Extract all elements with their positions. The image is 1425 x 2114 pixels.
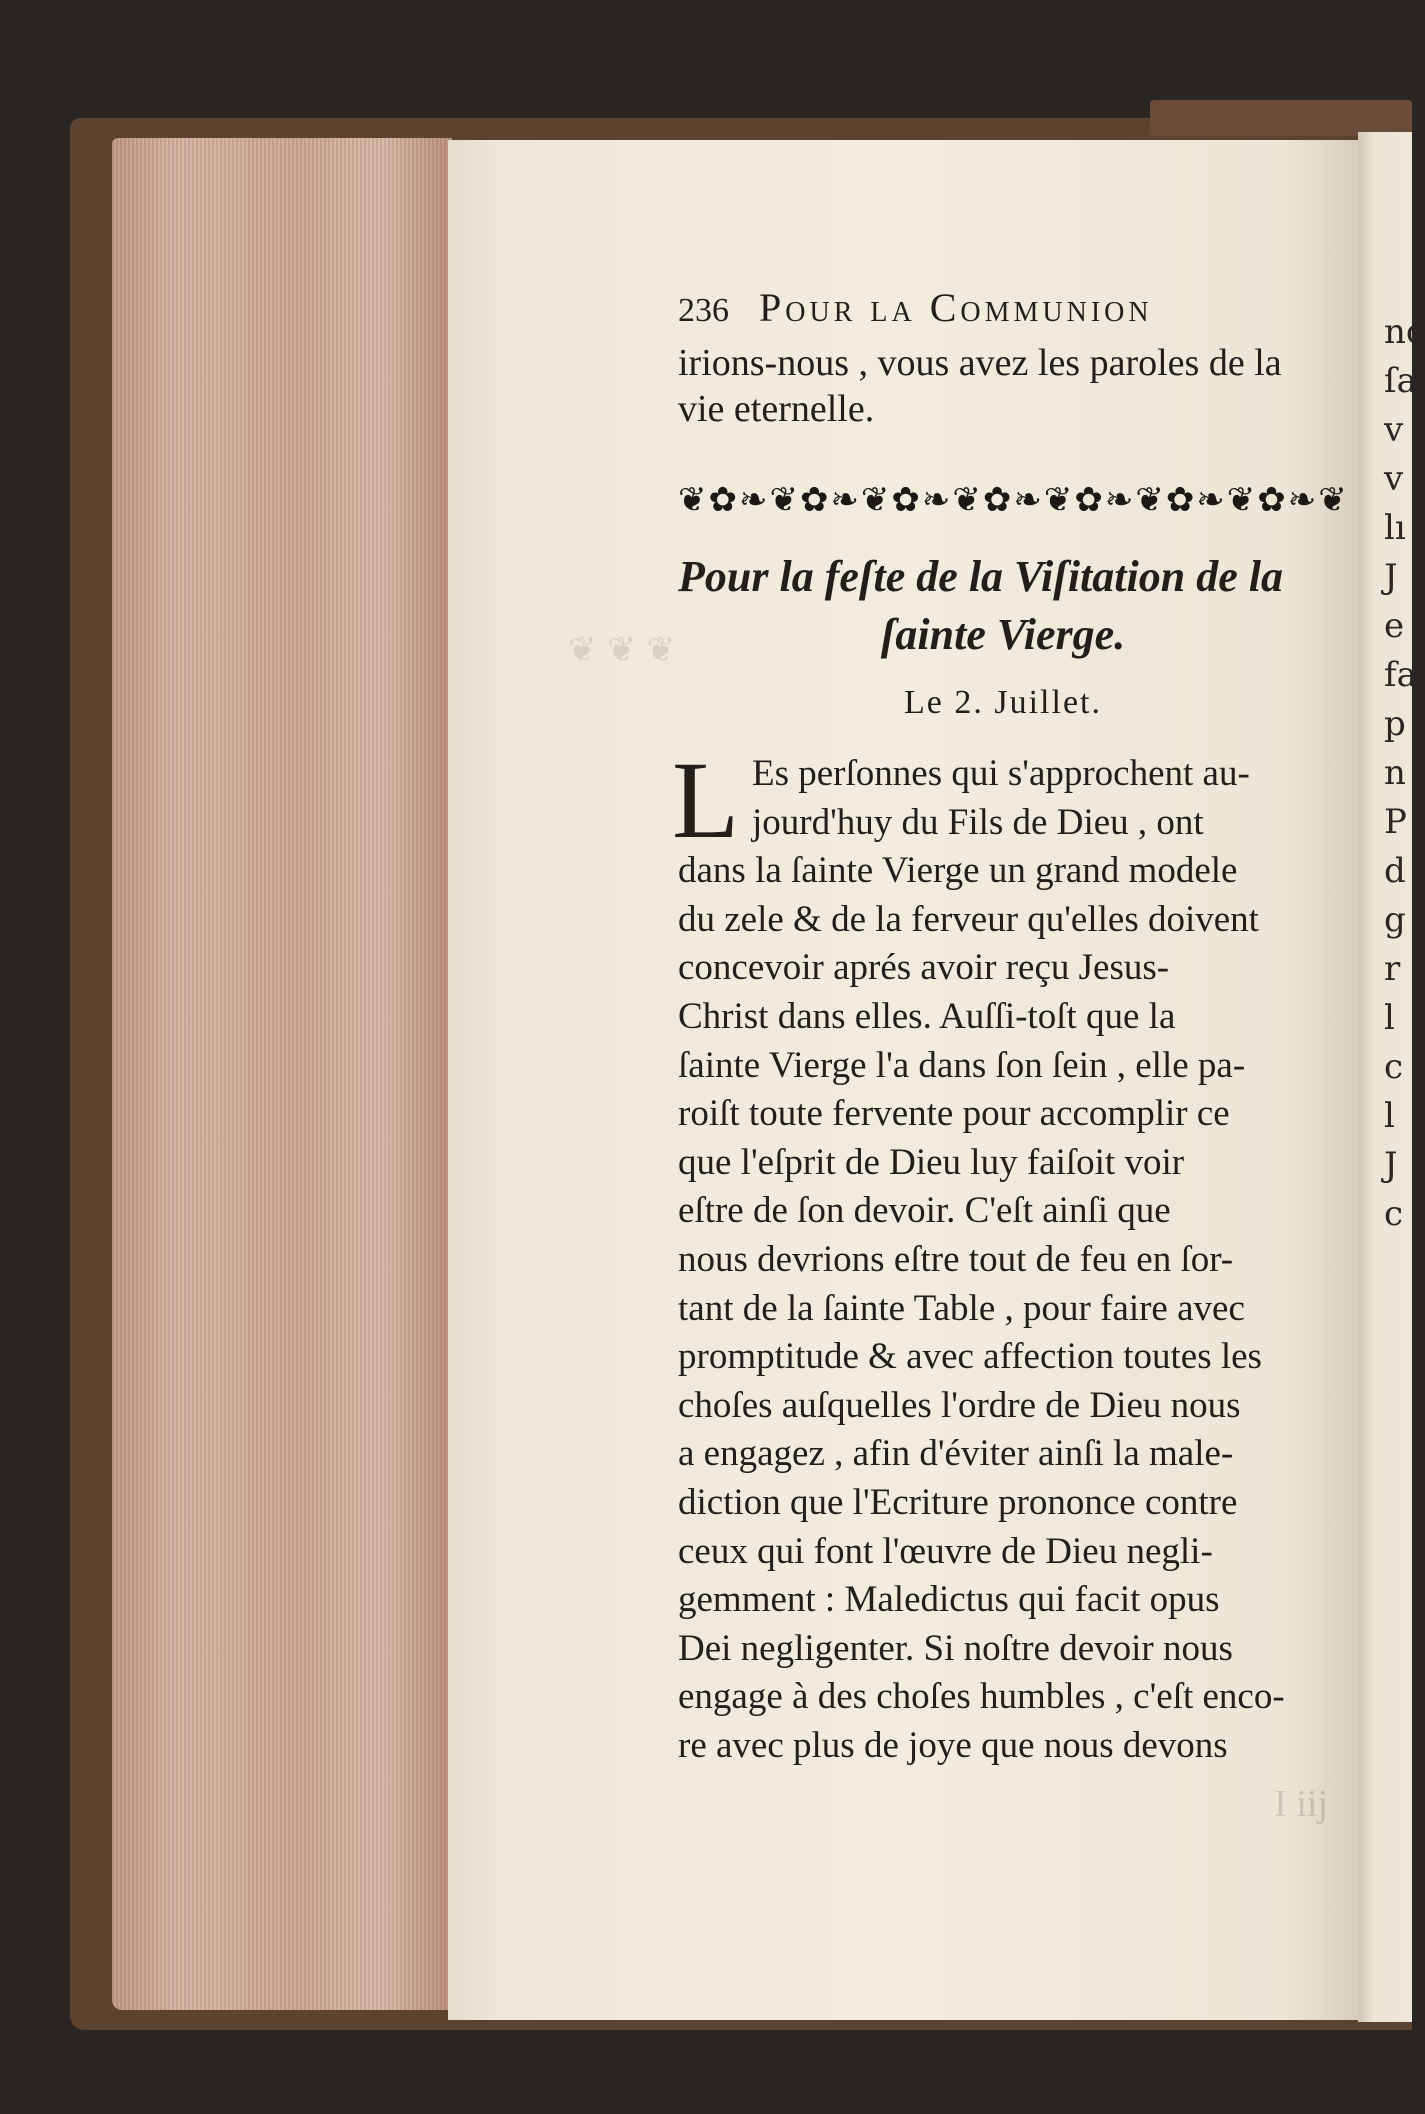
text-line: eſtre de ſon devoir. C'eſt ainſi que — [678, 1190, 1171, 1232]
next-page-text-fragment: r — [1384, 949, 1401, 989]
page-number: 236 — [678, 292, 729, 329]
text-line: Christ dans elles. Auſſi-toſt que la — [678, 995, 1176, 1037]
running-head — [678, 284, 1328, 340]
next-page-text-fragment: g — [1384, 900, 1406, 940]
next-page-text-fragment: l — [1384, 1096, 1395, 1136]
next-page-text-fragment: nc — [1384, 312, 1425, 352]
page-block-edge — [112, 138, 452, 2010]
intro-text — [678, 340, 1328, 432]
section-heading — [678, 548, 1328, 664]
text-line: irions-nous , vous avez les paroles de la — [678, 342, 1282, 384]
next-page-text-fragment: p — [1384, 704, 1406, 744]
heading-line: ſainte Vierge. — [880, 610, 1126, 659]
page-text — [672, 284, 1349, 1826]
text-line: nous devrions eſtre tout de feu en ſor- — [678, 1238, 1234, 1280]
text-line: Es perſonnes qui s'approchent au- — [752, 753, 1250, 794]
text-line: dans la ſainte Vierge un grand modele — [678, 850, 1238, 892]
next-page-text-fragment: lı — [1384, 508, 1406, 548]
drop-cap: L — [672, 739, 740, 861]
text-line: vie eternelle. — [678, 388, 875, 430]
next-page-text-fragment: c — [1384, 1047, 1404, 1087]
next-page-text-fragment: d — [1384, 851, 1406, 891]
date-line: Le 2. Juillet. — [904, 684, 1102, 721]
text-line: roiſt toute fervente pour accomplir ce — [678, 1093, 1230, 1135]
text-line: jourd'huy du Fils de Dieu , ont — [752, 801, 1204, 843]
text-line: a engagez , afin d'éviter ainſi la male- — [678, 1433, 1234, 1475]
right-page-fragment — [1358, 132, 1425, 2022]
next-page-text-fragment: c — [1384, 1194, 1404, 1234]
heading-line: Pour la feſte de la Viſitation de la — [678, 552, 1283, 601]
next-page-text-fragment: e — [1384, 606, 1405, 646]
running-title: Pour la Communion — [759, 285, 1153, 330]
next-page-text-fragment: l — [1384, 998, 1395, 1038]
ornament-band: ❦✿❧❦✿❧❦✿❧❦✿❧❦✿❧❦✿❧❦✿❧❦ — [678, 482, 1349, 519]
text-line: ſainte Vierge l'a dans ſon ſein , elle pa- — [678, 1044, 1246, 1086]
text-line: re avec plus de joye que nous devons — [678, 1724, 1228, 1766]
text-line: promptitude & avec affection toutes les — [678, 1336, 1262, 1378]
text-line: diction que l'Ecriture prononce contre — [678, 1481, 1238, 1523]
text-line: gemment : Maledictus qui facit opus — [678, 1579, 1220, 1621]
book-cover-edge — [1150, 100, 1412, 136]
text-line: Dei negligenter. Si noſtre devoir nous — [678, 1627, 1233, 1669]
text-line: du zele & de la ferveur qu'elles doivent — [678, 898, 1259, 940]
text-line: engage à des choſes humbles , c'eſt enco- — [678, 1676, 1285, 1718]
paragraph — [672, 739, 1328, 1770]
text-line: choſes auſquelles l'ordre de Dieu nous — [678, 1384, 1241, 1426]
text-line: que l'eſprit de Dieu luy faiſoit voir — [678, 1141, 1185, 1183]
next-page-text-fragment: J — [1384, 557, 1398, 597]
next-page-text-fragment: n — [1384, 753, 1406, 793]
next-page-text-fragment: J — [1384, 1145, 1398, 1185]
text-line: ceux qui font l'œuvre de Dieu negli- — [678, 1530, 1213, 1572]
next-page-text-fragment: P — [1384, 802, 1407, 842]
text-line: tant de la ſainte Table , pour faire avec — [678, 1287, 1245, 1329]
next-page-text-fragment: v — [1384, 410, 1404, 450]
next-page-text-fragment: fa — [1384, 655, 1417, 695]
signature-mark: I iij — [1274, 1783, 1328, 1826]
text-line: concevoir aprés avoir reçu Jesus- — [678, 947, 1170, 989]
next-page-text-fragment: ſa — [1384, 361, 1417, 401]
next-page-text-fragment: v — [1384, 459, 1404, 499]
show-through: ❦ ❦ ❦ — [568, 630, 676, 670]
